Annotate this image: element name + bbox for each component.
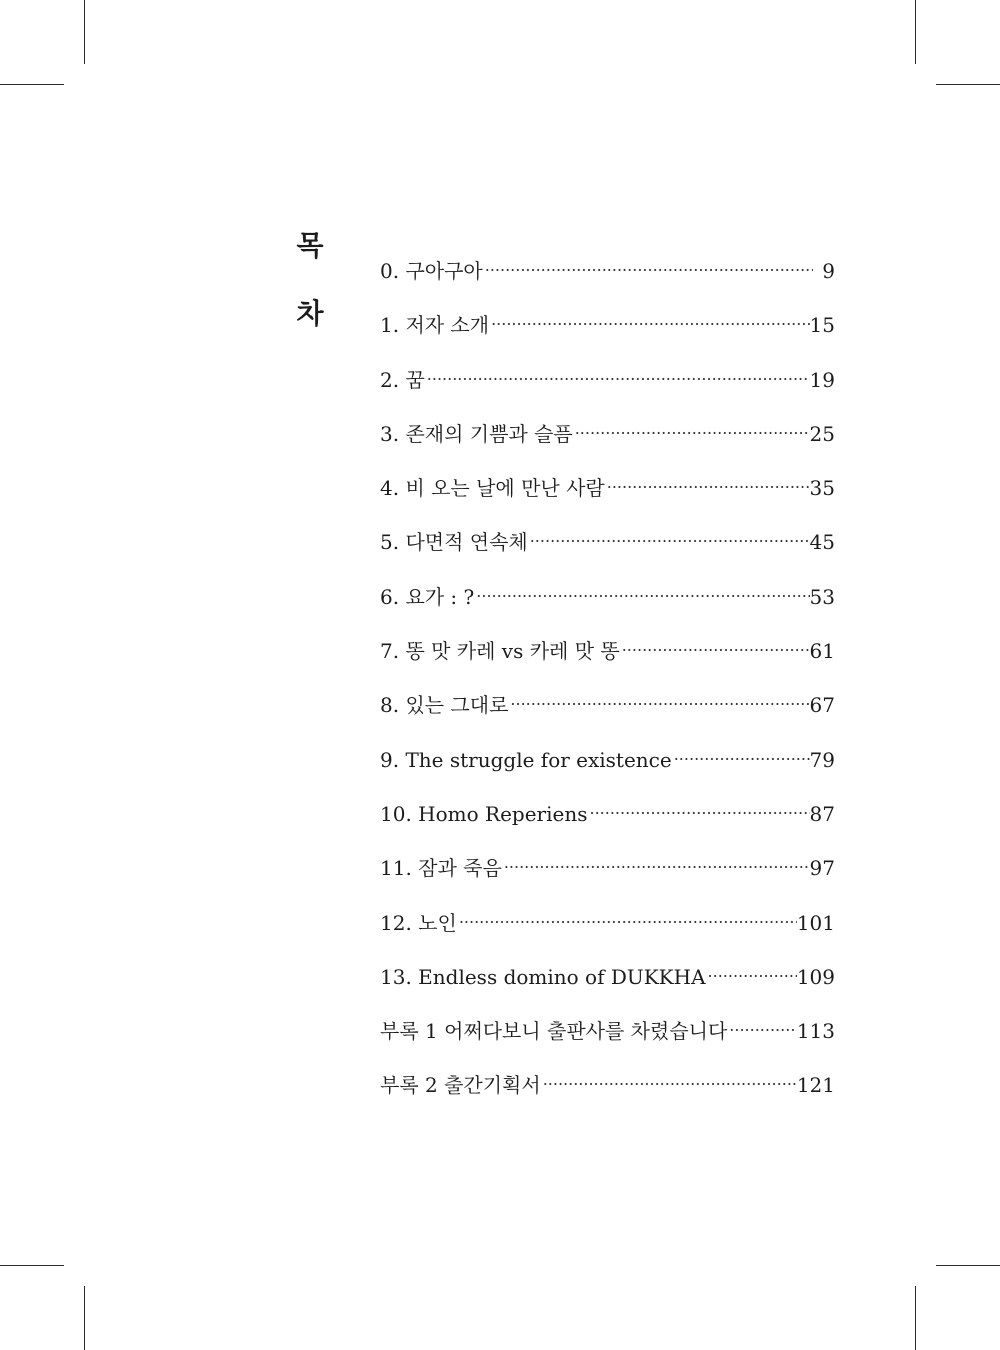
- toc-entry-page: 25: [809, 421, 835, 446]
- toc-leader-dots: [541, 1072, 797, 1092]
- toc-entry-title: 4. 비 오는 날에 만난 사람: [380, 476, 605, 501]
- toc-entry-page: 101: [796, 910, 835, 935]
- toc-entry-page: 113: [796, 1019, 835, 1044]
- toc-entry-title: 부록 1 어쩌다보니 출판사를 차렸습니다: [380, 1019, 728, 1044]
- toc-entry-title: 3. 존재의 기쁨과 슬픔: [380, 421, 573, 446]
- toc-leader-dots: [727, 1018, 797, 1038]
- toc-entry-page: 15: [809, 313, 835, 338]
- toc-leader-dots: [425, 367, 810, 387]
- toc-leader-dots: [489, 312, 809, 332]
- toc-entry-title: 1. 저자 소개: [380, 313, 490, 338]
- toc-entry-title: 10. Homo Reperiens: [380, 801, 588, 826]
- toc-leader-dots: [474, 584, 809, 604]
- toc-leader-dots: [672, 747, 810, 767]
- toc-entry-title: 11. 잠과 죽음: [380, 856, 502, 881]
- crop-mark-bottom-left-vertical: [84, 1286, 85, 1350]
- toc-entry[interactable]: [380, 1013, 835, 1067]
- crop-mark-bottom-right-vertical: [915, 1286, 916, 1350]
- toc-entry[interactable]: [380, 1067, 835, 1121]
- toc-entry-page: 109: [796, 964, 835, 989]
- toc-entry-title: 9. The struggle for existence: [380, 747, 672, 772]
- toc-entry[interactable]: [380, 905, 835, 959]
- toc-entry-title: 6. 요가 : ?: [380, 584, 475, 609]
- toc-entry-page: 45: [809, 530, 835, 555]
- toc-entry[interactable]: [380, 470, 835, 524]
- toc-leader-dots: [573, 421, 810, 441]
- toc-leader-dots: [620, 638, 810, 658]
- toc-entry-title: 7. 똥 맛 카레 vs 카레 맛 똥: [380, 639, 620, 664]
- toc-entry-title: 0. 구아구아: [380, 259, 483, 283]
- toc-entry[interactable]: [380, 796, 835, 850]
- toc-leader-dots: [457, 910, 797, 930]
- toc-entry-title: 13. Endless domino of DUKKHA: [380, 964, 706, 989]
- toc-leader-dots: [605, 475, 810, 495]
- toc-entry[interactable]: [380, 687, 835, 741]
- toc-entry-title: 12. 노인: [380, 910, 457, 935]
- crop-mark-top-right-vertical: [915, 0, 916, 64]
- toc-entry-title: 부록 2 출간기획서: [380, 1073, 541, 1098]
- crop-mark-top-right-horizontal: [936, 84, 1000, 85]
- crop-mark-top-left-vertical: [84, 0, 85, 64]
- toc-leader-dots: [502, 855, 810, 875]
- toc-entry-page: 97: [809, 856, 835, 881]
- toc-leader-dots: [483, 258, 813, 278]
- toc-entry-page: 9: [822, 259, 835, 283]
- toc-entry-title: 8. 있는 그대로: [380, 693, 509, 718]
- toc-entry[interactable]: [380, 307, 835, 361]
- crop-mark-bottom-left-horizontal: [0, 1265, 64, 1266]
- toc-heading-char-1: 목: [296, 229, 324, 262]
- toc-entry-page: 87: [809, 801, 835, 826]
- toc-entry-page: 35: [809, 476, 835, 501]
- toc-entry[interactable]: [380, 742, 835, 796]
- toc-entry[interactable]: [380, 850, 835, 904]
- toc-leader-dots: [528, 529, 810, 549]
- toc-entry-page: 67: [809, 693, 835, 718]
- toc-leader-dots: [587, 801, 809, 821]
- toc-entry[interactable]: [380, 959, 835, 1013]
- toc-heading: [290, 229, 330, 330]
- toc-heading-char-2: 차: [296, 297, 324, 330]
- toc-list: [380, 253, 835, 1122]
- toc-entry-page: 79: [809, 747, 835, 772]
- toc-entry[interactable]: [380, 416, 835, 470]
- toc-leader-dots: [706, 964, 797, 984]
- crop-mark-bottom-right-horizontal: [936, 1265, 1000, 1266]
- toc-entry-page: 19: [809, 367, 835, 392]
- toc-entry[interactable]: [380, 524, 835, 578]
- toc-entry[interactable]: [380, 633, 835, 687]
- toc-entry[interactable]: [380, 253, 835, 307]
- toc-entry-page: 121: [796, 1073, 835, 1098]
- toc-leader-dots: [508, 692, 809, 712]
- toc-entry-page: 53: [809, 584, 835, 609]
- toc-entry-page: 61: [809, 639, 835, 664]
- toc-entry-title: 2. 꿈: [380, 367, 425, 392]
- toc-entry[interactable]: [380, 579, 835, 633]
- crop-mark-top-left-horizontal: [0, 84, 64, 85]
- toc-entry-title: 5. 다면적 연속체: [380, 530, 528, 555]
- toc-entry[interactable]: [380, 362, 835, 416]
